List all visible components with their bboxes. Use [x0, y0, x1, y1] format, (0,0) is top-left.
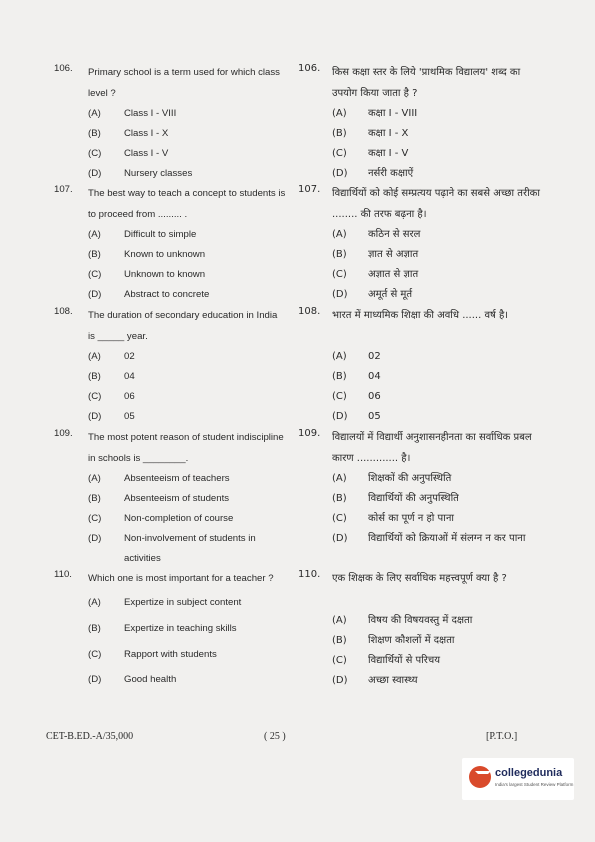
option-label: (A) [88, 351, 101, 362]
watermark-logo [462, 758, 574, 800]
option-c [88, 265, 286, 285]
option-label: (C) [88, 148, 102, 159]
option-text: विषय की विषयवस्तु में दक्षता [368, 615, 473, 626]
option-d [88, 529, 286, 569]
option-label: (A) [88, 108, 101, 119]
option-text: शिक्षकों की अनुपस्थिति [368, 473, 452, 484]
option-text: Good health [124, 674, 177, 685]
option-label: (B) [88, 249, 101, 260]
option-label: (B) [332, 493, 347, 504]
booklet-code: CET-B.ED.-A/35,000 [46, 731, 134, 742]
option-b [332, 245, 543, 265]
question-text: किस कक्षा स्तर के लिये 'प्राथमिक विद्यालय' शब्द का उपयोग किया जाता है ? [332, 67, 521, 99]
option-label: (A) [88, 473, 101, 484]
option-text: Abstract to concrete [124, 289, 210, 300]
question-number: 106. [54, 63, 73, 74]
option-a [88, 593, 286, 613]
option-label: (A) [88, 597, 101, 608]
option-b [332, 631, 543, 651]
option-text: विद्यार्थियों की अनुपस्थिति [368, 493, 459, 504]
option-label: (A) [332, 473, 347, 484]
option-a [332, 469, 543, 489]
option-text: कक्षा I - X [368, 128, 409, 139]
option-label: (B) [88, 493, 101, 504]
option-label: (A) [332, 615, 347, 626]
option-c [332, 144, 543, 164]
option-a [332, 104, 543, 124]
option-text: विद्यार्थियों से परिचय [368, 655, 441, 666]
option-d [88, 407, 286, 427]
question-number: 110. [298, 569, 321, 580]
option-label: (D) [332, 411, 348, 422]
option-label: (A) [332, 108, 347, 119]
option-a [332, 611, 543, 631]
option-text: 02 [124, 351, 135, 362]
option-label: (C) [332, 513, 347, 524]
option-label: (A) [332, 351, 347, 362]
option-label: (B) [88, 128, 101, 139]
question-text: The best way to teach a concept to students is to proceed from ......... . [88, 188, 286, 220]
option-text: विद्यार्थियों को क्रियाओं में संलग्न न कर पाना [368, 533, 526, 544]
option-label: (B) [332, 128, 347, 139]
option-label: (C) [88, 391, 102, 402]
option-label: (D) [88, 289, 102, 300]
option-text: अच्छा स्वास्थ्य [368, 675, 418, 686]
option-text: Expertize in teaching skills [124, 623, 237, 634]
option-d [332, 407, 543, 427]
option-text: 06 [368, 391, 381, 402]
option-label: (B) [332, 249, 347, 260]
page-number: ( 25 ) [264, 731, 286, 742]
question-number: 108. [298, 306, 321, 317]
watermark-tagline: India's largest Student Review Platform [495, 782, 574, 787]
option-label: (D) [88, 411, 102, 422]
option-text: अमूर्त से मूर्त [368, 289, 413, 300]
option-label: (B) [332, 635, 347, 646]
option-text: Non-completion of course [124, 513, 234, 524]
option-b [88, 245, 286, 265]
question-text: Which one is most important for a teacher ? [88, 573, 274, 584]
option-label: (C) [88, 649, 102, 660]
option-text: 04 [368, 371, 381, 382]
option-text: Non-involvement of students in activities [124, 533, 256, 564]
option-label: (D) [88, 168, 102, 179]
option-d [332, 529, 543, 569]
option-c [88, 645, 286, 665]
option-c [332, 265, 543, 285]
option-label: (A) [332, 229, 347, 240]
option-label: (D) [88, 533, 102, 544]
option-text: Expertize in subject content [124, 597, 242, 608]
option-label: (A) [88, 229, 101, 240]
option-label: (B) [88, 371, 101, 382]
option-d [88, 164, 286, 184]
option-c [88, 144, 286, 164]
question-text: The duration of secondary education in India is _____ year. [88, 310, 278, 342]
option-text: 04 [124, 371, 135, 382]
option-b [88, 124, 286, 144]
question-text: Primary school is a term used for which class level ? [88, 67, 280, 99]
option-c [332, 651, 543, 671]
question-number: 107. [298, 184, 321, 195]
option-label: (B) [332, 371, 347, 382]
question-number: 109. [298, 428, 321, 439]
question-text: विद्यालयों में विद्यार्थी अनुशासनहीनता का सर्वाधिक प्रबल कारण ............. है। [332, 432, 532, 464]
pto-marker: [P.T.O.] [486, 731, 518, 742]
option-text: कक्षा I - VIII [368, 108, 418, 119]
option-a [88, 469, 286, 489]
option-text: 02 [368, 351, 381, 362]
option-d [332, 285, 543, 305]
option-label: (C) [332, 391, 347, 402]
option-text: अज्ञात से ज्ञात [368, 269, 419, 280]
option-b [332, 489, 543, 509]
option-text: Absenteeism of students [124, 493, 230, 504]
option-text: नर्सरी कक्षाऐं [368, 168, 414, 179]
option-text: Absenteeism of teachers [124, 473, 230, 484]
option-label: (D) [332, 168, 348, 179]
option-text: Nursery classes [124, 168, 193, 179]
option-a [88, 347, 286, 367]
question-text: एक शिक्षक के लिए सर्वाधिक महत्त्वपूर्ण क्या है ? [332, 573, 507, 584]
option-a [332, 347, 543, 367]
option-label: (B) [88, 623, 101, 634]
option-b [88, 489, 286, 509]
watermark-brand: collegedunia [495, 767, 563, 779]
option-b [88, 619, 286, 639]
question-text: भारत में माध्यमिक शिक्षा की अवधि ...... वर्ष है। [332, 310, 509, 321]
option-b [88, 367, 286, 387]
option-label: (C) [332, 655, 347, 666]
question-number: 109. [54, 428, 73, 439]
option-text: कक्षा I - V [368, 148, 409, 159]
option-label: (C) [332, 269, 347, 280]
option-d [88, 285, 286, 305]
option-text: Difficult to simple [124, 229, 197, 240]
option-c [88, 509, 286, 529]
option-label: (D) [88, 674, 102, 685]
option-c [332, 509, 543, 529]
option-text: Class I - V [124, 148, 169, 159]
question-number: 108. [54, 306, 73, 317]
option-d [332, 671, 543, 691]
option-text: Class I - VIII [124, 108, 177, 119]
option-text: शिक्षण कौशलों में दक्षता [368, 635, 455, 646]
option-a [332, 225, 543, 245]
option-text: Known to unknown [124, 249, 206, 260]
option-b [332, 124, 543, 144]
option-c [332, 387, 543, 407]
option-d [88, 670, 286, 690]
option-label: (C) [88, 269, 102, 280]
question-number: 110. [54, 569, 72, 580]
option-c [88, 387, 286, 407]
option-label: (D) [332, 289, 348, 300]
question-number: 106. [298, 63, 321, 74]
option-text: 05 [368, 411, 381, 422]
option-text: 05 [124, 411, 135, 422]
option-text: 06 [124, 391, 135, 402]
option-text: कोर्स का पूर्ण न हो पाना [368, 513, 454, 524]
option-label: (D) [332, 533, 348, 544]
option-label: (D) [332, 675, 348, 686]
question-text: The most potent reason of student indiscipline in schools is ________. [88, 432, 284, 464]
option-text: Class I - X [124, 128, 169, 139]
option-text: Rapport with students [124, 649, 217, 660]
option-text: Unknown to known [124, 269, 206, 280]
option-d [332, 164, 543, 184]
question-number: 107. [54, 184, 73, 195]
option-b [332, 367, 543, 387]
option-label: (C) [88, 513, 102, 524]
option-label: (C) [332, 148, 347, 159]
option-text: कठिन से सरल [368, 229, 421, 240]
option-a [88, 225, 286, 245]
option-text: ज्ञात से अज्ञात [368, 249, 419, 260]
option-a [88, 104, 286, 124]
question-text: विद्यार्थियों को कोई सम्प्रत्यय पढ़ाने का सबसे अच्छा तरीका ........ की तरफ बढ़ना है। [332, 188, 540, 220]
graduation-cap-icon [469, 766, 491, 788]
